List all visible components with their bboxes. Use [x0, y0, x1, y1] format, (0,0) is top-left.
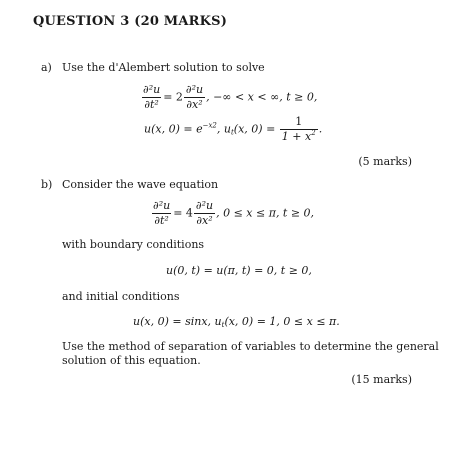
initial-conditions-equation: u(x, 0) = sinx, $u_t(x$, 0) = 1, 0 ≤ x ≤ π. [133, 315, 340, 329]
part-a-ic-fraction: $\frac{1}{1 + x^2}$ [281, 115, 316, 143]
boundary-conditions-equation: u(0, t) = u(π, t) = 0, t ≥ 0, [166, 264, 312, 277]
part-b-rhs-fraction: $\frac{\text{∂²u}}{\text{∂x²}}$ [195, 199, 214, 227]
part-a-label: a) [41, 61, 52, 74]
part-a-lhs-fraction: $\frac{\text{∂²u}}{\text{∂t²}}$ [143, 83, 161, 111]
part-b-marks: (15 marks) [351, 373, 412, 386]
initial-conditions-text: and initial conditions [62, 290, 180, 303]
method-instruction-line-1: Use the method of separation of variables to determine the general [62, 340, 439, 353]
part-b-pde: $\frac{\text{∂²u}}{\text{∂t²}}$ = 4 $\frac{\text{∂²u}}{\text{∂x²}}$ , 0 ≤ x ≤ π, t ≥ 0, [153, 199, 315, 227]
method-instruction-line-2: solution of this equation. [62, 354, 201, 367]
part-a-marks: (5 marks) [358, 155, 412, 168]
boundary-conditions-text: with boundary conditions [62, 238, 205, 251]
part-a-pde: $\frac{\text{∂²u}}{\text{∂t²}}$ = 2 $\frac{\text{∂²u}}{\text{∂x²}}$ , −∞ < x < ∞, t ≥ 0, [143, 83, 318, 111]
part-b-lhs-fraction: $\frac{\text{∂²u}}{\text{∂t²}}$ [153, 199, 171, 227]
part-b-label: b) [41, 178, 53, 191]
part-a-initial-conditions: u(x, $0) = e^{-x2}$, $u_t(x$, 0) = $\frac{1}{1 + x^2}$ . [144, 115, 323, 143]
part-a-text: Use the d'Alembert solution to solve [62, 61, 265, 74]
part-a-rhs-fraction: $\frac{\text{∂²u}}{\text{∂x²}}$ [185, 83, 204, 111]
part-b-text: Consider the wave equation [62, 178, 219, 191]
question-heading: QUESTION 3 (20 MARKS) [33, 14, 228, 29]
